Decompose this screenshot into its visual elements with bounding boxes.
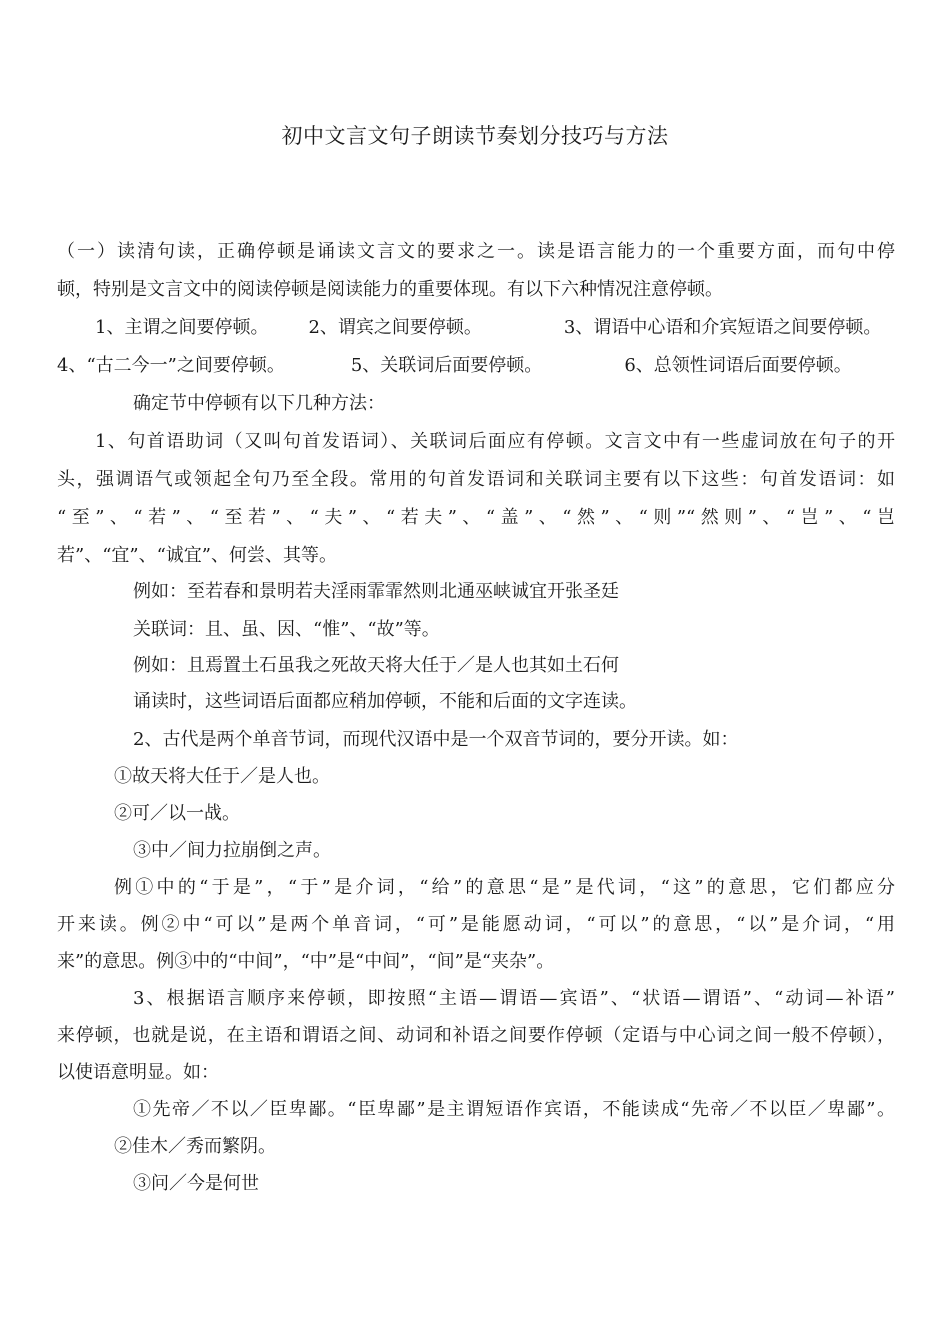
method3-line1: 3、根据语言顺序来停顿，即按照“主语—谓语—宾语”、“状语—谓语”、“动词—补语” — [133, 988, 895, 1009]
method1-line2: 头，强调语气或领起全句乃至全段。常用的句首发语词和关联词主要有以下这些：句首发语词：如 — [57, 469, 895, 490]
method3-example-2: ②佳木／秀而繁阴。 — [114, 1136, 276, 1157]
para1-line2: 顿，特别是文言文中的阅读停顿是阅读能力的重要体现。有以下六种情况注意停顿。 — [57, 279, 723, 300]
rule-5: 5、关联词后面要停顿。 — [350, 355, 543, 376]
method2-explain-1: 例①中的“于是”，“于”是介词，“给”的意思“是”是代词，“这”的意思，它们都应分 — [114, 877, 895, 898]
rule-2: 2、谓宾之间要停顿。 — [308, 317, 482, 338]
method2-example-3: ③中／间力拉崩倒之声。 — [133, 840, 331, 861]
method3-line3: 以使语意明显。如： — [57, 1062, 219, 1083]
method2-explain-2: 开来读。例②中“可以”是两个单音词，“可”是能愿动词，“可以”的意思，“以”是介词，“用 — [57, 914, 895, 935]
rules-row-2 — [57, 354, 895, 378]
method2-example-1: ①故天将大任于／是人也。 — [114, 766, 330, 787]
rule-3: 3、谓语中心语和介宾短语之间要停顿。 — [563, 317, 882, 338]
page-title: 初中文言文句子朗读节奏划分技巧与方法 — [281, 124, 669, 148]
para1-line1: （一）读清句读，正确停顿是诵读文言文的要求之一。读是语言能力的一个重要方面，而句中停 — [57, 241, 895, 262]
method3-example-1: ①先帝／不以／臣卑鄙。“臣卑鄙”是主谓短语作宾语，不能读成“先帝／不以臣／卑鄙”。 — [133, 1099, 895, 1120]
method3-line2: 来停顿，也就是说，在主语和谓语之间、动词和补语之间要作停顿（定语与中心词之间一般不停顿）， — [57, 1025, 895, 1046]
method2-explain-3: 来”的意思。例③中的“中间”，“中”是“中间”，“间”是“夹杂”。 — [57, 951, 555, 972]
rule-4: 4、“古二今一”之间要停顿。 — [57, 355, 285, 376]
method2-intro: 2、古代是两个单音节词，而现代汉语中是一个双音节词的，要分开读。如： — [133, 729, 739, 750]
method1-line1: 1、句首语助词（又叫句首发语词）、关联词后面应有停顿。文言文中有一些虚词放在句子的开 — [95, 431, 895, 452]
method1-line3: “至”、“若”、“至若”、“夫”、“若夫”、“盖”、“然”、“则”“然则”、“岂”、“岂 — [57, 507, 895, 528]
method2-example-2: ②可／以一战。 — [114, 803, 240, 824]
method1-example2: 例如：且焉置土石虽我之死故天将大任于／是人也其如土石何 — [133, 655, 619, 676]
method1-line4: 若”、“宜”、“诚宜”、何尝、其等。 — [57, 545, 338, 566]
rules-row-1 — [95, 316, 895, 340]
method1-connectives: 关联词：且、虽、因、“惟”、“故”等。 — [133, 619, 440, 640]
rule-6: 6、总领性词语后面要停顿。 — [624, 355, 852, 376]
method1-note: 诵读时，这些词语后面都应稍加停顿，不能和后面的文字连读。 — [133, 691, 637, 712]
methods-intro: 确定节中停顿有以下几种方法： — [133, 393, 385, 414]
method1-example1: 例如：至若春和景明若夫淫雨霏霏然则北通巫峡诚宜开张圣廷 — [133, 581, 619, 602]
method3-example-3: ③问／今是何世 — [133, 1173, 259, 1194]
rule-1: 1、主谓之间要停顿。 — [95, 317, 269, 338]
